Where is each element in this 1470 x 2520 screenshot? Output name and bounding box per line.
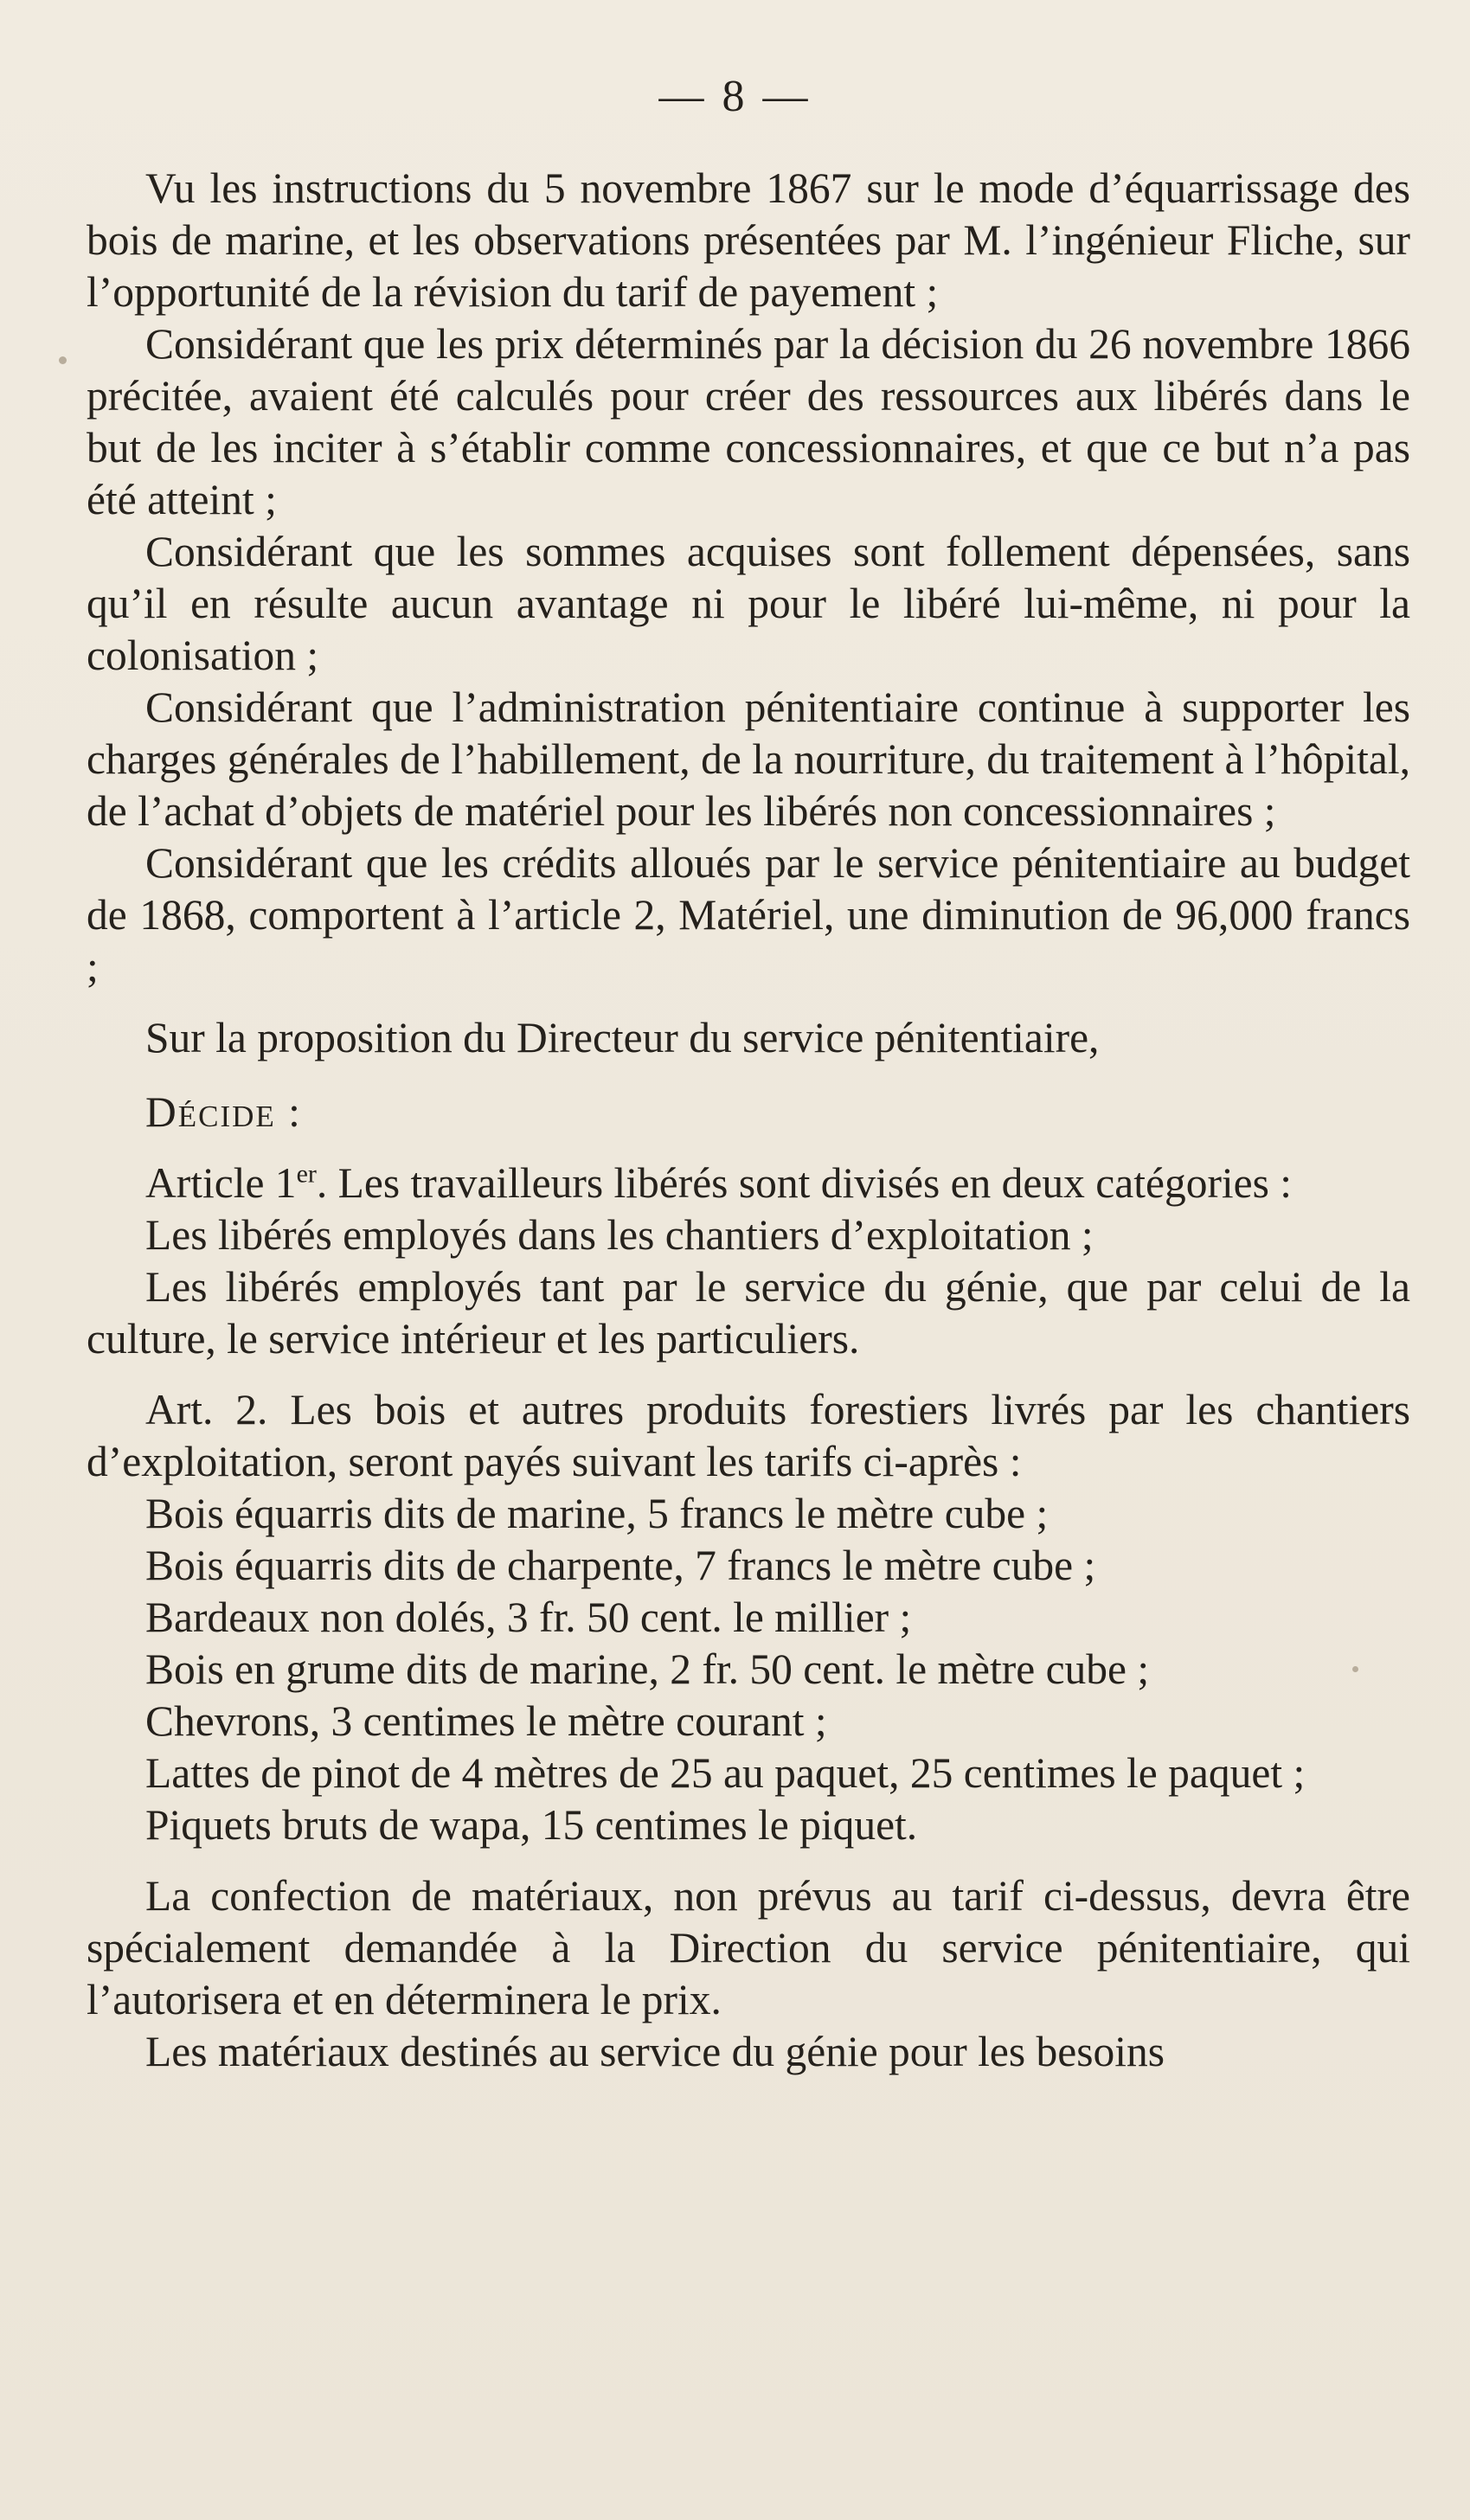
tariff-item: Chevrons, 3 centimes le mètre courant ;: [145, 1697, 827, 1745]
paper-speck: [1352, 1666, 1358, 1672]
paragraph-considerant-sommes: Considérant que les sommes acquises sont follement dépensées, sans qu’il en résulte aucun avantage ni pour le libéré lui-même, ni pour la colonisation ;: [87, 528, 1410, 679]
tariff-item: Bois équarris dits de marine, 5 francs le mètre cube ;: [145, 1490, 1049, 1537]
paragraph-proposition: Sur la proposition du Directeur du service pénitentiaire,: [145, 1014, 1100, 1061]
article-2: Art. 2. Les bois et autres produits forestiers livrés par les chantiers d’exploitation, seront payés suivant les tarifs ci-après :: [87, 1386, 1410, 1485]
paragraph-materiaux: Les matériaux destinés au service du génie pour les besoins: [145, 2028, 1165, 2075]
decide-heading: Décide :: [145, 1088, 302, 1136]
article-1: [87, 1157, 1410, 1209]
page-number: — 8 —: [658, 72, 812, 121]
tariff-list: [87, 1488, 1410, 1851]
article-1-label: Article 1: [145, 1159, 297, 1207]
tariff-item: Piquets bruts de wapa, 15 centimes le piquet.: [145, 1801, 918, 1849]
body-text: [87, 163, 1410, 2078]
article-1-category-1: Les libérés employés dans les chantiers d’exploitation ;: [145, 1211, 1094, 1259]
tariff-item: Bois en grume dits de marine, 2 fr. 50 cent. le mètre cube ;: [145, 1645, 1150, 1693]
paragraph-considerant-charges: Considérant que l’administration pénitentiaire continue à supporter les charges générales de l’habillement, de la nourriture, du traitement à l’hôpital, de l’achat d’objets de matériel pour les libérés non concessionnaires ;: [87, 683, 1410, 835]
paragraph-considerant-credits: Considérant que les crédits alloués par le service pénitentiaire au budget de 1868, comportent à l’article 2, Matériel, une diminution de 96,000 francs ;: [87, 839, 1410, 991]
paragraph-instructions: Vu les instructions du 5 novembre 1867 sur le mode d’équarrissage des bois de marine, et les observations présentées par M. l’ingénieur Fliche, sur l’opportunité de la révision du tarif de payement ;: [87, 164, 1410, 316]
paper-speck: [59, 356, 67, 364]
article-1-category-2: Les libérés employés tant par le service du génie, que par celui de la culture, le service intérieur et les particuliers.: [87, 1263, 1410, 1363]
paragraph-confection: La confection de matériaux, non prévus au tarif ci-dessus, devra être spécialement demandée à la Direction du service pénitentiaire, qui l’autorisera et en déterminera le prix.: [87, 1872, 1410, 2023]
paragraph-considerant-prix: Considérant que les prix déterminés par la décision du 26 novembre 1866 précitée, avaient été calculés pour créer des ressources aux libérés dans le but de les inciter à s’établir comme concessionnaires, et que ce but n’a pas été atteint ;: [87, 320, 1410, 523]
article-1-superscript: er: [296, 1159, 317, 1189]
tariff-item: Lattes de pinot de 4 mètres de 25 au paquet, 25 centimes le paquet ;: [145, 1749, 1306, 1797]
tariff-item: Bardeaux non dolés, 3 fr. 50 cent. le millier ;: [145, 1593, 912, 1641]
article-1-text: . Les travailleurs libérés sont divisés en deux catégories :: [316, 1159, 1293, 1207]
tariff-item: Bois équarris dits de charpente, 7 francs le mètre cube ;: [145, 1542, 1096, 1589]
